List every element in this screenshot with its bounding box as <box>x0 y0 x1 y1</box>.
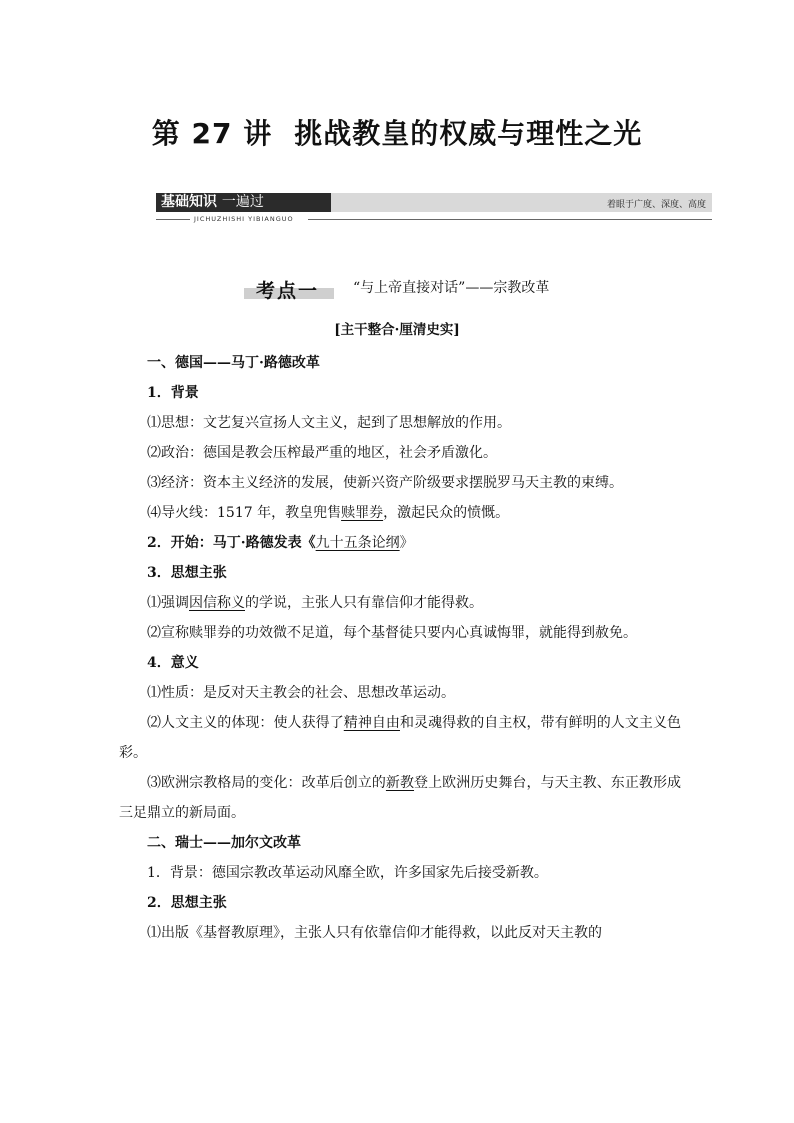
heading-germany: 一、德国——马丁·路德改革 <box>147 355 320 371</box>
heading-background: 1．背景 <box>147 385 199 401</box>
key-term: 九十五条论纲 <box>315 535 400 551</box>
text-span: ，激起民众的愤慨。 <box>383 505 510 521</box>
banner-rule-right <box>308 219 712 220</box>
paragraph-sw-idea1: ⑴出版《基督教原理》，主张人只有依靠信仰才能得救，以此反对天主教的 <box>147 925 602 941</box>
banner-label-light: 一遍过 <box>221 194 264 210</box>
page-title <box>0 112 794 152</box>
text-span: 和灵魂得救的自主权，带有鲜明的人文主义色彩。 <box>119 715 682 761</box>
key-term: 新教 <box>385 775 415 791</box>
heading-ideas: 3．思想主张 <box>147 565 227 581</box>
paragraph-idea1 <box>119 588 681 618</box>
paragraph-idea2: ⑵宣称赎罪券的功效微不足道，每个基督徒只要内心真诚悔罪，就能得到赦免。 <box>147 625 637 641</box>
paragraph-sig2 <box>119 708 681 768</box>
section-banner <box>156 193 712 223</box>
body-content <box>119 348 681 948</box>
paragraph-bg2: ⑵政治：德国是教会压榨最严重的地区，社会矛盾激化。 <box>147 445 497 461</box>
banner-pinyin: JICHUZHISHI YIBIANGUO <box>194 215 294 223</box>
kaodian-heading: “与上帝直接对话”——宗教改革 <box>353 280 550 296</box>
banner-rule-left <box>156 219 190 220</box>
key-term: 因信称义 <box>189 595 245 611</box>
banner-tagline: 着眼于广度、深度、高度 <box>606 200 706 210</box>
lecture-title: 挑战教皇的权威与理性之光 <box>294 117 643 150</box>
text-span: 登上欧洲历史舞台，与天主教、东正教形成三足鼎立的新局面。 <box>119 775 682 821</box>
text-span: 》 <box>399 535 414 551</box>
text-span: 2．开始：马丁·路德发表《 <box>147 535 316 551</box>
paragraph-sig3 <box>119 768 681 828</box>
text-span: ⑵人文主义的体现：使人获得了 <box>147 715 344 731</box>
paragraph-start <box>119 528 681 558</box>
heading-significance: 4．意义 <box>147 655 199 671</box>
heading-sw-ideas: 2．思想主张 <box>147 895 227 911</box>
text-span: ⑷导火线：1517 年，教皇兜售 <box>147 505 342 521</box>
text-span: ⑴强调 <box>147 595 189 611</box>
heading-switzerland: 二、瑞士——加尔文改革 <box>147 835 301 851</box>
lecture-number: 第 27 讲 <box>151 117 273 150</box>
kaodian-badge <box>244 276 334 300</box>
key-term: 精神自由 <box>343 715 400 731</box>
section-subheading: [主干整合·厘清史实] <box>334 322 460 338</box>
paragraph-bg1: ⑴思想：文艺复兴宣扬人文主义，起到了思想解放的作用。 <box>147 415 511 431</box>
paragraph-bg3: ⑶经济：资本主义经济的发展，使新兴资产阶级要求摆脱罗马天主教的束缚。 <box>147 475 623 491</box>
banner-label <box>156 193 331 212</box>
kaodian-label: 考点一 <box>256 280 320 302</box>
banner-label-bold: 基础知识 <box>161 194 217 210</box>
paragraph-sw-bg: 1．背景：德国宗教改革运动风靡全欧，许多国家先后接受新教。 <box>147 865 548 881</box>
paragraph-bg4 <box>119 498 681 528</box>
paragraph-sig1: ⑴性质：是反对天主教会的社会、思想改革运动。 <box>147 685 455 701</box>
key-term: 赎罪券 <box>341 505 384 521</box>
text-span: ⑶欧洲宗教格局的变化：改革后创立的 <box>147 775 386 791</box>
text-span: 的学说，主张人只有靠信仰才能得救。 <box>245 595 483 611</box>
